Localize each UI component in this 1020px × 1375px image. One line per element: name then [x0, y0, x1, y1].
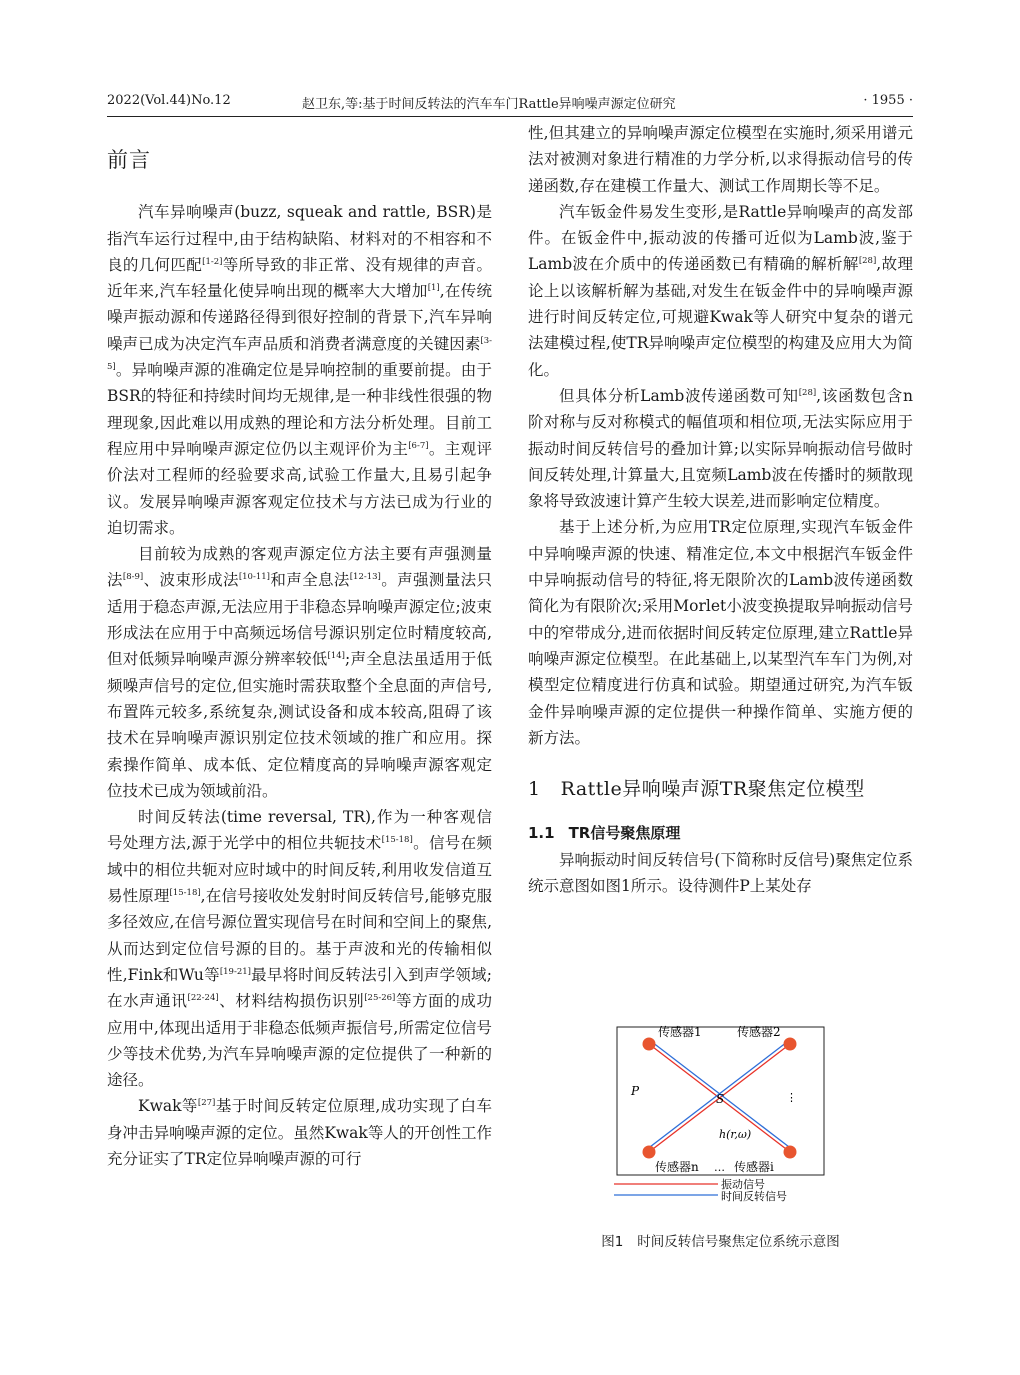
- source-label: S: [716, 1092, 725, 1106]
- citation: [8-9]: [122, 572, 144, 583]
- paragraph-text: 等方面的成功应用中,体现出适用于非稳态低频声振信号,所需定位信号少等技术优势,为汽车异响噪声源的定位提供了一种新的途径。: [107, 992, 492, 1090]
- paragraph-text: 、材料结构损伤识别: [218, 992, 365, 1011]
- sensor-i-label: 传感器i: [734, 1160, 774, 1174]
- citation: [15-18]: [169, 888, 201, 899]
- citation: [10-11]: [238, 572, 270, 583]
- left-column: [107, 120, 492, 1172]
- sensor-n-label: 传感器n: [655, 1160, 699, 1174]
- citation: [15-18]: [381, 835, 413, 846]
- paragraph-text: 汽车异响噪声(buzz, squeak and rattle, BSR)是指汽车运行过程中,由于结构缺陷、材料对的不相容和不良的几何匹配: [107, 203, 492, 274]
- citation: [3-5]: [107, 335, 492, 373]
- citation: [1]: [427, 283, 440, 294]
- sensor-dot: [643, 1146, 656, 1159]
- sensor-dot: [784, 1146, 797, 1159]
- horizontal-ellipsis: …: [714, 1161, 725, 1174]
- paragraph-text: ,在传统噪声振动源和传递路径得到很好控制的背景下,汽车异响噪声已成为决定汽车声品质和消费者满意度的关键因素: [107, 282, 492, 353]
- citation: [28]: [798, 387, 817, 398]
- citation: [12-13]: [349, 572, 381, 583]
- paragraph-text: 。异响噪声源的准确定位是异响控制的重要前提。由于BSR的特征和持续时间均无规律,是一种非线性很强的物理现象,因此难以用成熟的理论和方法分析处理。目前工程应用中异响噪声源定位仍以主观评价为主: [107, 361, 492, 458]
- paragraph-text: ;声全息法虽适用于低频噪声信号的定位,但实施时需获取整个全息面的声信号,布置阵元较多,系统复杂,测试设备和成本较高,阻碍了该技术在异响噪声源识别定位技术领域的推广和应用。探索操作简单、成本低、定位精度高的异响噪声源客观定位技术已成为领域前沿。: [107, 650, 492, 800]
- citation: [14]: [327, 651, 345, 662]
- paragraph-text: 、波束形成法: [143, 571, 239, 590]
- legend-vibration-label: 振动信号: [721, 1178, 765, 1191]
- section-heading-1: [528, 776, 913, 802]
- paragraph-text: 汽车钣金件易发生变形,是Rattle异响噪声的高发部件。在钣金件中,振动波的传播可近似为Lamb波,鉴于Lamb波在介质中的传递函数已有精确的解析解: [528, 202, 913, 274]
- running-title: 赵卫东,等:基于时间反转法的汽车车门Rattle异响噪声源定位研究: [302, 97, 676, 112]
- subsection-title: TR信号聚焦原理: [568, 824, 681, 843]
- page-number: · 1955 ·: [863, 93, 913, 108]
- citation: [28]: [858, 256, 877, 267]
- paragraph: [107, 541, 492, 804]
- legend-time-reversal-label: 时间反转信号: [721, 1190, 787, 1203]
- sensor-1-label: 传感器1: [658, 1025, 702, 1039]
- paragraph: [107, 804, 492, 1093]
- paragraph: [528, 199, 913, 383]
- figure-number: 图1: [601, 1234, 624, 1250]
- paragraph-text: 。信号在频域中的相位共轭对应时域中的时间反转,利用收发信道互易性原理: [107, 834, 492, 906]
- paragraph-text: 异响振动时间反转信号(下简称时反信号)聚焦定位系统示意图如图1所示。设待测件P上某处存: [528, 850, 913, 896]
- paragraph-text: Kwak等: [138, 1097, 198, 1116]
- citation: [1-2]: [202, 256, 223, 267]
- running-header: [107, 90, 913, 117]
- sensor-2-label: 传感器2: [737, 1025, 781, 1039]
- journal-issue: 2022(Vol.44)No.12: [107, 93, 231, 108]
- section-title-preface: 前言: [107, 148, 151, 172]
- sensor-dot: [643, 1038, 656, 1051]
- focusing-system-diagram: [600, 1017, 840, 1205]
- paragraph-text: 。声强测量法只适用于稳态声源,无法应用于非稳态异响噪声源定位;波束形成法在应用于中高频远场信号源识别定位时精度较高,但对低频异响噪声源分辨率较低: [107, 571, 492, 669]
- citation: [22-24]: [187, 993, 219, 1004]
- right-column: [528, 120, 913, 899]
- paragraph: [107, 199, 492, 541]
- subsection-number: 1.1: [528, 824, 555, 843]
- section-number: 1: [528, 778, 541, 801]
- plate-label: P: [631, 1084, 640, 1098]
- figure-caption: [528, 1230, 913, 1250]
- paragraph: [528, 847, 913, 900]
- paragraph-text: 时间反转法(time reversal, TR),作为一种客观信号处理方法,源于光学中的相位共轭技术: [107, 808, 492, 853]
- citation: [27]: [197, 1098, 216, 1109]
- paragraph-text: ,故理论上以该解析解为基础,对发生在钣金件中的异响噪声源进行时间反转定位,可规避Kwak等人研究中复杂的谱元法建模过程,使TR异响噪声定位模型的构建及应用大为简化。: [528, 255, 913, 379]
- sensor-dot: [784, 1038, 797, 1051]
- paragraph-text: ,该函数包含n阶对称与反对称模式的幅值项和相位项,无法实际应用于振动时间反转信号的叠加计算;以实际异响振动信号做时间反转处理,计算量大,且宽频Lamb波在传播时的频散现象将导致波速计算产生较大误差,进而影响定位精度。: [528, 386, 913, 511]
- paragraph: [528, 383, 913, 514]
- paragraph-text: 最早将时间反转法引入到声学领域;在水声通讯: [107, 965, 492, 1011]
- section-title: Rattle异响噪声源TR聚焦定位模型: [560, 778, 865, 801]
- vertical-ellipsis: ⋮: [786, 1091, 797, 1104]
- paragraph-text: 。主观评价法对工程师的经验要求高,试验工作量大,且易引起争议。发展异响噪声源客观定位技术与方法已成为行业的迫切需求。: [107, 439, 492, 537]
- paragraph-text: 但具体分析Lamb波传递函数可知: [559, 386, 799, 405]
- citation: [6-7]: [408, 440, 429, 451]
- paragraph: [528, 120, 913, 199]
- figure-1: [600, 1017, 840, 1205]
- paragraph: [107, 1093, 492, 1172]
- paragraph: [528, 514, 913, 751]
- citation: [19-21]: [219, 966, 251, 977]
- paragraph-text: 目前较为成熟的客观声源定位方法主要有声强测量法: [107, 545, 492, 590]
- paragraph-text: ,在信号接收处发射时间反转信号,能够克服多径效应,在信号源位置实现信号在时间和空间上的聚焦,从而达到定位信号源的目的。基于声波和光的传输相似性,Fink和Wu等: [107, 887, 492, 984]
- paragraph-text: 性,但其建立的异响噪声源定位模型在实施时,须采用谱元法对被测对象进行精准的力学分析,以求得振动信号的传递函数,存在建模工作量大、测试工作周期长等不足。: [528, 124, 913, 195]
- transfer-function-label: h(r,ω): [719, 1128, 752, 1141]
- figure-caption-text: 时间反转信号聚焦定位系统示意图: [637, 1234, 840, 1250]
- paragraph-text: 基于时间反转定位原理,成功实现了白车身冲击异响噪声源的定位。虽然Kwak等人的开创性工作充分证实了TR定位异响噪声源的可行: [107, 1097, 493, 1168]
- subsection-heading-1-1: [528, 820, 913, 846]
- paragraph-text: 基于上述分析,为应用TR定位原理,实现汽车钣金件中异响噪声源的快速、精准定位,本文中根据汽车钣金件中异响振动信号的特征,将无限阶次的Lamb波传递函数简化为有限阶次;采用Morlet小波变换提取异响振动信号中的窄带成分,进而依据时间反转定位原理,建立Rattle异响噪声源定位模型。在此基础上,以某型汽车车门为例,对模型定位精度进行仿真和试验。期望通过研究,为汽车钣金件异响噪声源的定位提供一种操作简单、实施方便的新方法。: [528, 518, 913, 747]
- citation: [25-26]: [364, 993, 396, 1004]
- paragraph-text: 和声全息法: [269, 571, 350, 590]
- paragraph-text: 等所导致的非正常、没有规律的声音。近年来,汽车轻量化使异响出现的概率大大增加: [107, 255, 492, 301]
